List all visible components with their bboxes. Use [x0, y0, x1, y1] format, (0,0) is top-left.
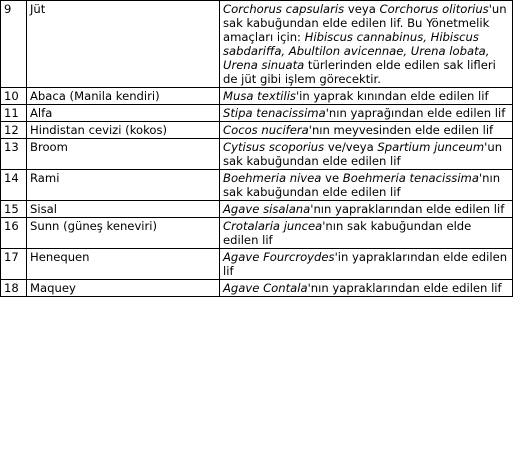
- fiber-name: Alfa: [27, 105, 220, 122]
- row-number: 18: [1, 280, 27, 297]
- row-number: 16: [1, 218, 27, 249]
- description-text: 'in yaprak kınından elde edilen lif: [295, 89, 489, 103]
- fiber-name: Broom: [27, 139, 220, 170]
- row-number: 17: [1, 249, 27, 280]
- description-text: türlerinden elde edilen sak lifleri de jüt gibi işlem görecektir.: [223, 58, 496, 86]
- fiber-description: [220, 201, 513, 218]
- row-number: 14: [1, 170, 27, 201]
- species-name: Stipa tenacissima: [223, 106, 326, 120]
- table-row: [1, 218, 513, 249]
- description-text: 'nın yapraklarından elde edilen lif: [310, 202, 505, 216]
- row-number: 13: [1, 139, 27, 170]
- species-name: Boehmeria nivea: [223, 171, 322, 185]
- species-name: Corchorus olitorius: [379, 2, 489, 16]
- description-text: veya: [344, 2, 380, 16]
- species-name: Crotalaria juncea: [223, 219, 323, 233]
- description-text: 'nın yapraklarından elde edilen lif: [307, 281, 502, 295]
- species-name: Agave sisalana: [223, 202, 311, 216]
- table-row: [1, 1, 513, 88]
- fiber-description: [220, 122, 513, 139]
- fiber-description: [220, 218, 513, 249]
- fiber-name: Rami: [27, 170, 220, 201]
- description-text: 'nın meyvesinden elde edilen lif: [308, 123, 494, 137]
- fiber-name: Hindistan cevizi (kokos): [27, 122, 220, 139]
- description-text: 'in yapraklarından elde edilen lif: [223, 250, 508, 278]
- species-name: Hibiscus cannabinus, Hibiscus sabdariffa, Abultilon avicennae, Urena lobata, Urena sinuata: [223, 30, 490, 72]
- fiber-description: [220, 1, 513, 88]
- row-number: 10: [1, 88, 27, 105]
- fiber-description: [220, 88, 513, 105]
- row-number: 9: [1, 1, 27, 88]
- fiber-name: Abaca (Manila kendiri): [27, 88, 220, 105]
- fiber-description: [220, 139, 513, 170]
- fiber-name: Jüt: [27, 1, 220, 88]
- species-name: Corchorus capsularis: [223, 2, 345, 16]
- description-text: 'nın sak kabuğundan elde edilen lif: [223, 219, 472, 247]
- description-text: 'un sak kabuğundan elde edilen lif. Bu Yönetmelik amaçları için:: [223, 2, 507, 44]
- table-row: [1, 139, 513, 170]
- table-row: [1, 280, 513, 297]
- description-text: 'un sak kabuğundan elde edilen lif: [223, 140, 503, 168]
- table-row: [1, 249, 513, 280]
- description-text: 'nın sak kabuğundan elde edilen lif: [223, 171, 501, 199]
- table-row: [1, 105, 513, 122]
- species-name: Spartium junceum: [377, 140, 485, 154]
- table-row: [1, 122, 513, 139]
- fiber-description: [220, 280, 513, 297]
- fiber-description: [220, 249, 513, 280]
- row-number: 11: [1, 105, 27, 122]
- fiber-description: [220, 170, 513, 201]
- species-name: Boehmeria tenacissima: [342, 171, 479, 185]
- species-name: Musa textilis: [223, 89, 296, 103]
- row-number: 12: [1, 122, 27, 139]
- species-name: Cocos nucifera: [223, 123, 309, 137]
- fiber-description: [220, 105, 513, 122]
- fiber-name: Sisal: [27, 201, 220, 218]
- fiber-name: Sunn (güneş keneviri): [27, 218, 220, 249]
- species-name: Agave Fourcroydes: [223, 250, 335, 264]
- species-name: Cytisus scoporius: [223, 140, 325, 154]
- table-row: [1, 170, 513, 201]
- fiber-table-body: [1, 1, 513, 297]
- species-name: Agave Contala: [223, 281, 308, 295]
- fiber-name: Maquey: [27, 280, 220, 297]
- table-row: [1, 201, 513, 218]
- description-text: ve/veya: [324, 140, 378, 154]
- row-number: 15: [1, 201, 27, 218]
- fiber-name: Henequen: [27, 249, 220, 280]
- description-text: ve: [321, 171, 343, 185]
- description-text: 'nın yaprağından elde edilen lif: [325, 106, 506, 120]
- table-row: [1, 88, 513, 105]
